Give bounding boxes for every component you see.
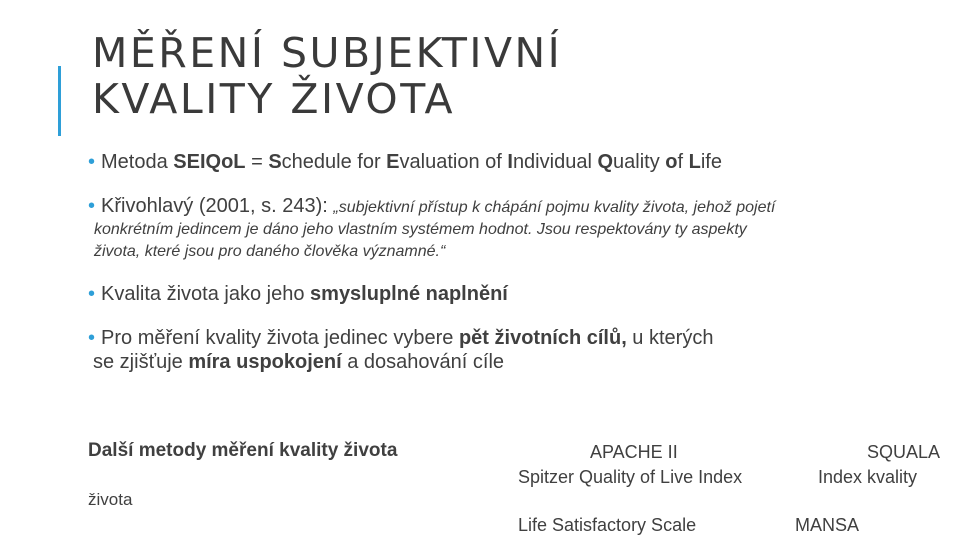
bullet-krivohlavy	[88, 194, 948, 263]
b1-letter-e: E	[386, 151, 400, 173]
bullet-dot: •	[88, 327, 96, 349]
bullet-seiqol	[88, 150, 722, 174]
b1-acronym: SEIQoL	[173, 151, 246, 173]
b2-quote-line-3: života, které jsou pro daného člověka významné.“	[94, 243, 446, 260]
bullet-five-goals	[88, 326, 878, 374]
b1-eq: =	[245, 151, 269, 173]
b1-text: valuation of	[399, 151, 508, 173]
b4-bold-goals: pět životních cílů,	[458, 327, 627, 349]
b1-letter-o: o	[665, 151, 678, 173]
b1-text: uality	[613, 151, 666, 173]
method-mansa: MANSA	[795, 515, 860, 535]
title-line-2: KVALITY ŽIVOTA	[92, 75, 456, 123]
title-accent-bar	[58, 66, 61, 136]
b2-quote-line-2: konkrétním jedincem je dáno jeho vlastním systémem hodnot. Jsou respektovány ty aspekty	[94, 221, 747, 238]
b4-continuation	[88, 350, 878, 374]
method-spitzer: Spitzer Quality of Live Index	[518, 467, 743, 487]
b4-bold-satisfaction: míra uspokojení	[188, 351, 342, 373]
b2-lead: Křivohlavý (2001, s. 243):	[101, 195, 334, 217]
bullet-dot: •	[88, 195, 96, 217]
bullet-dot: •	[88, 283, 96, 305]
b4-mid: u kterých	[626, 327, 714, 349]
b1-letter-s: S	[268, 151, 282, 173]
slide-title	[92, 30, 562, 122]
method-apache: APACHE II	[590, 442, 678, 462]
method-lss: Life Satisfactory Scale	[518, 515, 697, 535]
b3-bold: smysluplné naplnění	[310, 283, 508, 305]
b1-text: ife	[700, 151, 722, 173]
b3-pre: Kvalita života jako jeho	[101, 283, 311, 305]
b4-cont-pre: se zjišťuje	[93, 351, 189, 373]
b4-pre: Pro měření kvality života jedinec vybere	[101, 327, 459, 349]
b1-text: f	[677, 151, 689, 173]
bullet-meaningful-fulfilment	[88, 282, 508, 306]
bullet-dot: •	[88, 151, 96, 173]
b1-text: ndividual	[512, 151, 598, 173]
method-index-kvality: Index kvality	[818, 467, 918, 487]
title-line-1: MĚŘENÍ SUBJEKTIVNÍ	[92, 29, 563, 77]
b1-letter-q: Q	[597, 151, 614, 173]
b4-end: a dosahování cíle	[341, 351, 505, 373]
b1-text: chedule for	[281, 151, 387, 173]
b1-letter-i: I	[507, 151, 513, 173]
other-methods-heading: Další metody měření kvality života	[88, 440, 398, 461]
b2-quote-line-1: „subjektivní přístup k chápání pojmu kvality života, jehož pojetí	[333, 199, 776, 216]
b1-letter-l: L	[688, 151, 701, 173]
b1-pre: Metoda	[101, 151, 174, 173]
method-squala: SQUALA	[867, 442, 941, 462]
other-methods-heading-tail: života	[88, 490, 133, 509]
